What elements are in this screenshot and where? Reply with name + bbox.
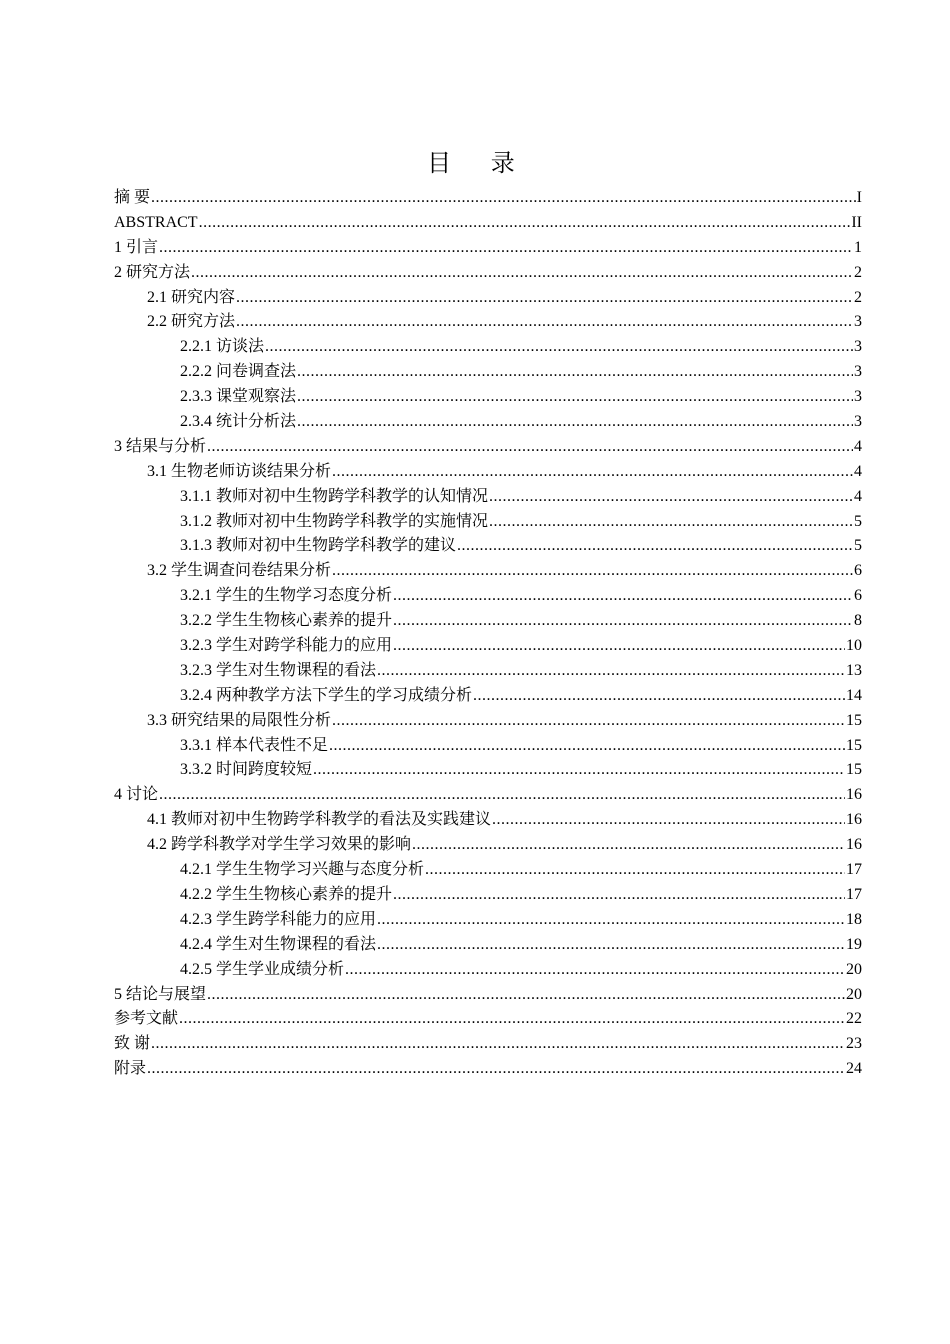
- toc-leader-dots: [332, 709, 845, 734]
- toc-leader-dots: [297, 385, 853, 410]
- toc-entry-page-number: 6: [854, 587, 862, 605]
- toc-entry[interactable]: [114, 858, 862, 883]
- toc-entry-label: 4.1 教师对初中生物跨学科教学的看法及实践建议: [147, 811, 492, 829]
- toc-entry[interactable]: [114, 933, 862, 958]
- toc-entry[interactable]: [114, 236, 862, 261]
- toc-entry-page-number: 3: [854, 363, 862, 381]
- toc-entry-label: 2.2.1 访谈法: [180, 338, 265, 356]
- toc-leader-dots: [207, 435, 853, 460]
- toc-entry-page-number: 8: [854, 612, 862, 630]
- toc-leader-dots: [159, 236, 853, 261]
- toc-entry[interactable]: [114, 609, 862, 634]
- toc-entry-page-number: 20: [846, 985, 862, 1003]
- toc-entry-page-number: 4: [854, 487, 862, 505]
- toc-entry-label: 2.3.3 课堂观察法: [180, 388, 297, 406]
- toc-leader-dots: [329, 734, 845, 759]
- toc-entry[interactable]: [114, 634, 862, 659]
- toc-entry-label: 3.3.2 时间跨度较短: [180, 761, 313, 779]
- toc-entry-label: 2.2 研究方法: [147, 313, 236, 331]
- toc-entry-label: 2.2.2 问卷调查法: [180, 363, 297, 381]
- table-of-contents: [114, 186, 862, 1082]
- toc-entry-page-number: 5: [854, 512, 862, 530]
- toc-entry[interactable]: [114, 1007, 862, 1032]
- toc-leader-dots: [297, 410, 853, 435]
- toc-leader-dots: [236, 286, 853, 311]
- toc-leader-dots: [489, 485, 853, 510]
- toc-entry[interactable]: [114, 211, 862, 236]
- toc-entry-label: 3.2.1 学生的生物学习态度分析: [180, 587, 393, 605]
- toc-entry-page-number: 18: [846, 910, 862, 928]
- toc-leader-dots: [377, 908, 845, 933]
- toc-entry-page-number: 16: [846, 811, 862, 829]
- toc-entry-label: 3.3 研究结果的局限性分析: [147, 711, 332, 729]
- toc-leader-dots: [393, 609, 853, 634]
- toc-leader-dots: [297, 360, 853, 385]
- toc-entry[interactable]: [114, 460, 862, 485]
- toc-entry[interactable]: [114, 709, 862, 734]
- toc-entry-page-number: 16: [846, 836, 862, 854]
- toc-entry-page-number: 17: [846, 885, 862, 903]
- toc-entry-label: 3.2 学生调查问卷结果分析: [147, 562, 332, 580]
- toc-entry-label: 3.3.1 样本代表性不足: [180, 736, 329, 754]
- toc-entry-page-number: 14: [846, 686, 862, 704]
- toc-leader-dots: [236, 310, 853, 335]
- toc-entry-page-number: I: [856, 189, 862, 206]
- toc-entry-page-number: 15: [846, 761, 862, 779]
- toc-entry[interactable]: [114, 833, 862, 858]
- toc-entry-label: 2.1 研究内容: [147, 288, 236, 306]
- toc-leader-dots: [151, 186, 856, 211]
- toc-entry[interactable]: [114, 883, 862, 908]
- toc-entry-page-number: 3: [854, 388, 862, 406]
- toc-entry-label: 4 讨论: [114, 786, 159, 804]
- toc-leader-dots: [345, 958, 845, 983]
- toc-leader-dots: [412, 833, 845, 858]
- toc-leader-dots: [377, 659, 845, 684]
- toc-leader-dots: [179, 1007, 845, 1032]
- toc-entry[interactable]: [114, 335, 862, 360]
- toc-entry[interactable]: [114, 534, 862, 559]
- toc-entry[interactable]: [114, 684, 862, 709]
- toc-entry-label: 4.2.2 学生生物核心素养的提升: [180, 885, 393, 903]
- toc-entry[interactable]: [114, 1032, 862, 1057]
- toc-entry[interactable]: [114, 783, 862, 808]
- toc-entry[interactable]: [114, 758, 862, 783]
- toc-leader-dots: [377, 933, 845, 958]
- toc-entry-page-number: 15: [846, 711, 862, 729]
- toc-entry-label: 4.2.4 学生对生物课程的看法: [180, 935, 377, 953]
- toc-title: 目 录: [427, 149, 531, 177]
- toc-leader-dots: [265, 335, 853, 360]
- toc-entry-label: 3.2.3 学生对生物课程的看法: [180, 661, 377, 679]
- toc-entry-label: 2 研究方法: [114, 263, 191, 281]
- toc-entry-page-number: 6: [854, 562, 862, 580]
- toc-entry-label: 3.2.3 学生对跨学科能力的应用: [180, 637, 393, 655]
- toc-entry-label: 致 谢: [114, 1035, 151, 1053]
- toc-entry-label: 3.1.2 教师对初中生物跨学科教学的实施情况: [180, 512, 489, 530]
- toc-entry-page-number: 4: [854, 462, 862, 480]
- toc-leader-dots: [492, 808, 845, 833]
- toc-entry-page-number: 3: [854, 338, 862, 356]
- toc-entry[interactable]: [114, 1057, 862, 1082]
- toc-entry-label: 4.2 跨学科教学对学生学习效果的影响: [147, 836, 412, 854]
- toc-leader-dots: [489, 510, 853, 535]
- toc-entry-label: 2.3.4 统计分析法: [180, 413, 297, 431]
- toc-entry-page-number: 1: [854, 238, 862, 256]
- toc-leader-dots: [393, 584, 853, 609]
- toc-entry-page-number: 3: [854, 313, 862, 331]
- toc-entry-page-number: 4: [854, 437, 862, 455]
- toc-leader-dots: [191, 261, 853, 286]
- toc-leader-dots: [207, 983, 845, 1008]
- toc-entry-page-number: 3: [854, 413, 862, 431]
- toc-entry[interactable]: [114, 261, 862, 286]
- toc-entry[interactable]: [114, 186, 862, 211]
- toc-leader-dots: [199, 211, 851, 236]
- toc-entry[interactable]: [114, 360, 862, 385]
- toc-entry-page-number: 20: [846, 960, 862, 978]
- toc-entry-page-number: II: [851, 213, 862, 231]
- toc-entry-label: 3 结果与分析: [114, 437, 207, 455]
- toc-entry-page-number: 10: [846, 637, 862, 655]
- toc-entry-label: ABSTRACT: [114, 213, 198, 231]
- toc-entry-label: 1 引言: [114, 238, 159, 256]
- toc-entry[interactable]: [114, 286, 862, 311]
- toc-leader-dots: [393, 883, 845, 908]
- toc-entry-page-number: 15: [846, 736, 862, 754]
- toc-entry[interactable]: [114, 410, 862, 435]
- toc-entry[interactable]: [114, 310, 862, 335]
- toc-entry[interactable]: [114, 734, 862, 759]
- toc-entry-page-number: 19: [846, 935, 862, 953]
- toc-entry[interactable]: [114, 385, 862, 410]
- toc-entry-page-number: 2: [854, 288, 862, 306]
- toc-leader-dots: [425, 858, 845, 883]
- toc-entry[interactable]: [114, 908, 862, 933]
- toc-leader-dots: [332, 559, 853, 584]
- toc-entry-label: 附录: [114, 1060, 147, 1078]
- toc-entry-label: 5 结论与展望: [114, 985, 207, 1003]
- toc-entry-page-number: 5: [854, 537, 862, 555]
- toc-entry[interactable]: [114, 983, 862, 1008]
- toc-entry[interactable]: [114, 510, 862, 535]
- toc-entry[interactable]: [114, 808, 862, 833]
- toc-entry-label: 4.2.3 学生跨学科能力的应用: [180, 910, 377, 928]
- toc-entry[interactable]: [114, 584, 862, 609]
- toc-entry[interactable]: [114, 485, 862, 510]
- toc-leader-dots: [393, 634, 845, 659]
- toc-entry-label: 3.1.1 教师对初中生物跨学科教学的认知情况: [180, 487, 489, 505]
- toc-leader-dots: [313, 758, 845, 783]
- toc-leader-dots: [473, 684, 845, 709]
- toc-entry-label: 3.2.4 两种教学方法下学生的学习成绩分析: [180, 686, 473, 704]
- toc-entry[interactable]: [114, 559, 862, 584]
- toc-leader-dots: [332, 460, 853, 485]
- toc-entry[interactable]: [114, 435, 862, 460]
- toc-leader-dots: [159, 783, 845, 808]
- toc-entry-label: 3.1.3 教师对初中生物跨学科教学的建议: [180, 537, 457, 555]
- toc-entry-page-number: 17: [846, 861, 862, 879]
- toc-entry-label: 3.2.2 学生生物核心素养的提升: [180, 612, 393, 630]
- toc-entry[interactable]: [114, 958, 862, 983]
- toc-entry-page-number: 22: [846, 1010, 862, 1028]
- toc-leader-dots: [147, 1057, 845, 1082]
- toc-entry-label: 3.1 生物老师访谈结果分析: [147, 462, 332, 480]
- toc-entry-label: 4.2.1 学生生物学习兴趣与态度分析: [180, 861, 425, 879]
- toc-entry-page-number: 24: [846, 1060, 862, 1078]
- toc-entry-label: 4.2.5 学生学业成绩分析: [180, 960, 345, 978]
- toc-entry-page-number: 13: [846, 661, 862, 679]
- toc-leader-dots: [151, 1032, 845, 1057]
- toc-entry-label: 参考文献: [114, 1010, 179, 1028]
- toc-entry[interactable]: [114, 659, 862, 684]
- toc-entry-page-number: 16: [846, 786, 862, 804]
- toc-entry-label: 摘 要: [114, 189, 151, 206]
- toc-entry-page-number: 2: [854, 263, 862, 281]
- toc-entry-page-number: 23: [846, 1035, 862, 1053]
- toc-leader-dots: [457, 534, 853, 559]
